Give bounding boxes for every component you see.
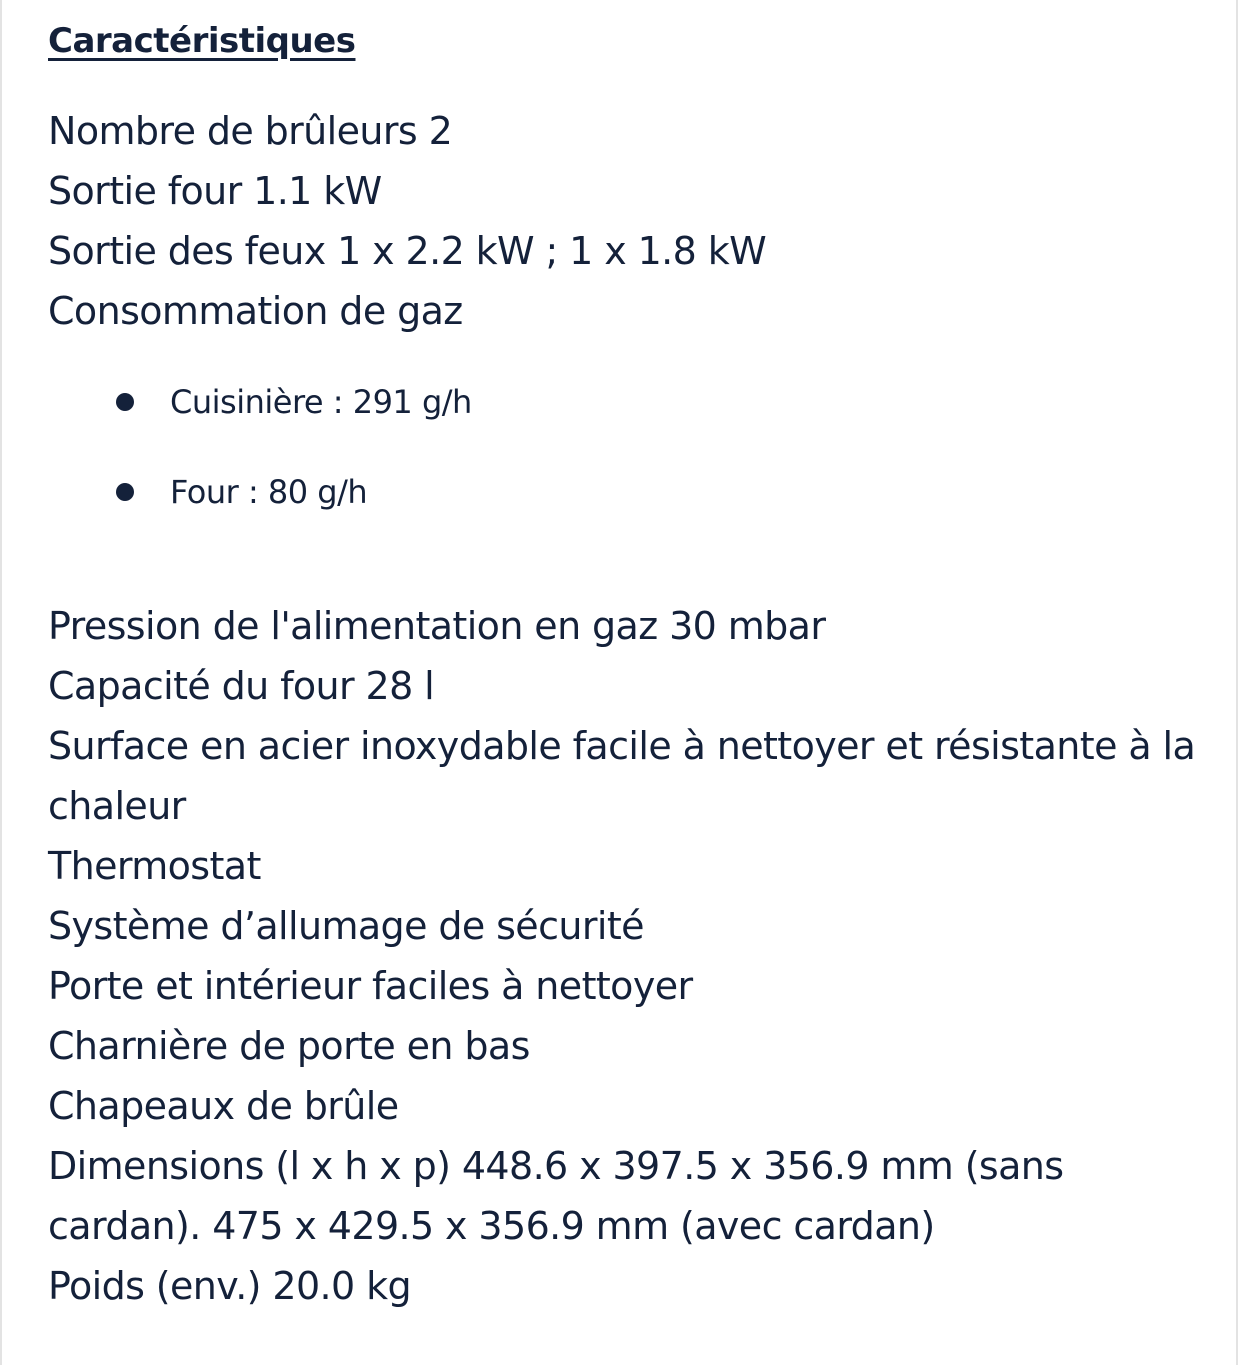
spec-burner-caps: Chapeaux de brûle (48, 1084, 399, 1128)
spec-oven-capacity: Capacité du four 28 l (48, 664, 435, 708)
spec-burner-output: Sortie des feux 1 x 2.2 kW ; 1 x 1.8 kW (48, 229, 767, 273)
gas-consumption-list (114, 372, 472, 552)
spec-gas-consumption: Consommation de gaz (48, 289, 463, 333)
spec-list-bottom (48, 596, 1198, 1316)
spec-dimensions: Dimensions (l x h x p) 448.6 x 397.5 x 356.9 mm (sans cardan). 475 x 429.5 x 356.9 mm (avec cardan) (48, 1144, 1064, 1248)
list-item (114, 372, 472, 462)
spec-easy-clean: Porte et intérieur faciles à nettoyer (48, 964, 693, 1008)
spec-burner-count: Nombre de brûleurs 2 (48, 109, 453, 153)
spec-door-hinge: Charnière de porte en bas (48, 1024, 530, 1068)
spec-thermostat: Thermostat (48, 844, 261, 888)
bullet-icon (116, 483, 134, 501)
list-item (114, 462, 472, 552)
spec-surface: Surface en acier inoxydable facile à nettoyer et résistante à la chaleur (48, 724, 1196, 828)
consumption-oven: Four : 80 g/h (170, 473, 368, 511)
spec-list-top (48, 101, 1198, 341)
spec-gas-pressure: Pression de l'alimentation en gaz 30 mbar (48, 604, 826, 648)
section-heading: Caractéristiques (48, 21, 356, 61)
spec-weight: Poids (env.) 20.0 kg (48, 1264, 411, 1308)
spec-oven-output: Sortie four 1.1 kW (48, 169, 382, 213)
bullet-icon (116, 393, 134, 411)
spec-safety-ignition: Système d’allumage de sécurité (48, 904, 644, 948)
consumption-cooker: Cuisinière : 291 g/h (170, 383, 472, 421)
